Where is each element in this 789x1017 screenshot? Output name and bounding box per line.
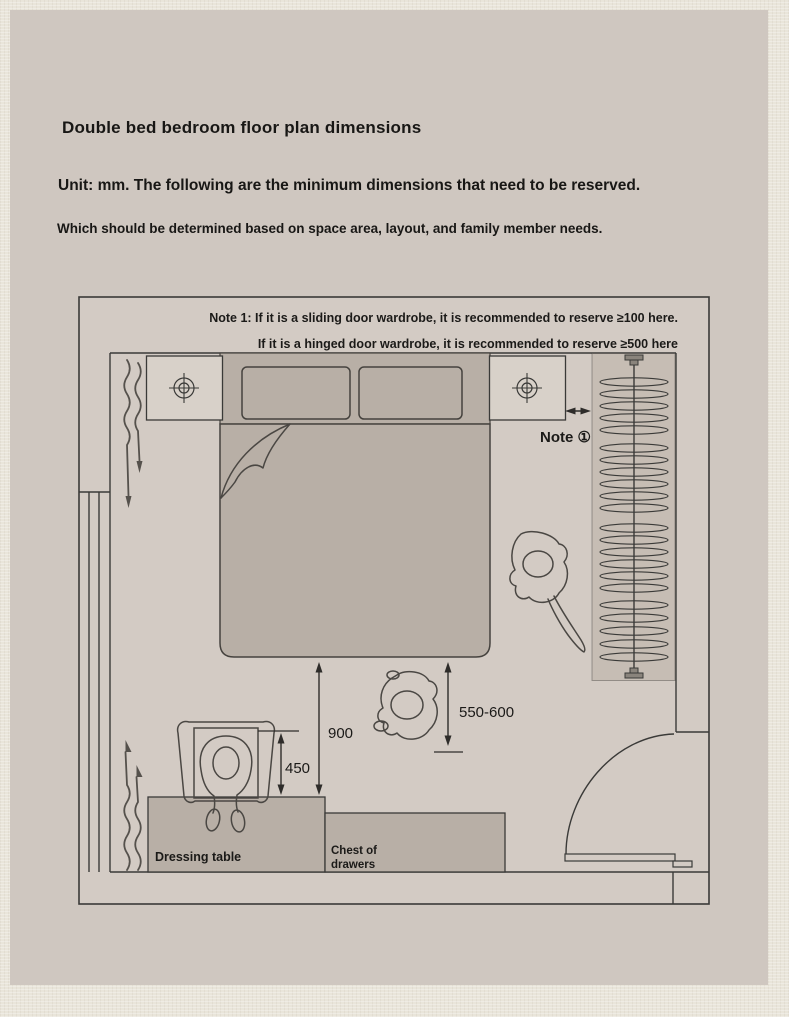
page-title: Double bed bedroom floor plan dimensions xyxy=(62,118,422,137)
chest-label-line2: drawers xyxy=(331,859,376,871)
rail-bracket-bottom-stem xyxy=(630,668,638,673)
wardrobe xyxy=(592,354,675,681)
chest-label-line1: Chest of xyxy=(331,845,377,857)
rail-bracket-top-stem xyxy=(630,360,638,365)
dim-label-900: 900 xyxy=(328,725,354,742)
mattress xyxy=(220,424,490,657)
page-subtitle: Unit: mm. The following are the minimum dimensions that need to be reserved. xyxy=(58,177,641,194)
nightstand-right xyxy=(490,356,566,420)
floorplan-svg xyxy=(78,296,710,905)
pillow-left xyxy=(242,367,350,419)
nightstand-left xyxy=(147,356,223,420)
bed xyxy=(220,353,490,657)
rail-bracket-bottom xyxy=(625,673,643,678)
rail-bracket-top xyxy=(625,355,643,360)
dim-label-550-600: 550-600 xyxy=(459,704,515,721)
note-line-2: If it is a hinged door wardrobe, it is recommended to reserve ≥500 here xyxy=(257,337,678,351)
door-leaf xyxy=(565,854,675,861)
pillow-right xyxy=(359,367,462,419)
note-ref-label: Note ① xyxy=(540,429,591,446)
page-note: Which should be determined based on space area, layout, and family member needs. xyxy=(57,221,603,236)
note-line-1: Note 1: If it is a sliding door wardrobe, it is recommended to reserve ≥100 here. xyxy=(209,311,678,325)
door-threshold xyxy=(673,861,692,867)
dim-label-450: 450 xyxy=(285,760,311,777)
dressing-table-label: Dressing table xyxy=(155,850,242,864)
